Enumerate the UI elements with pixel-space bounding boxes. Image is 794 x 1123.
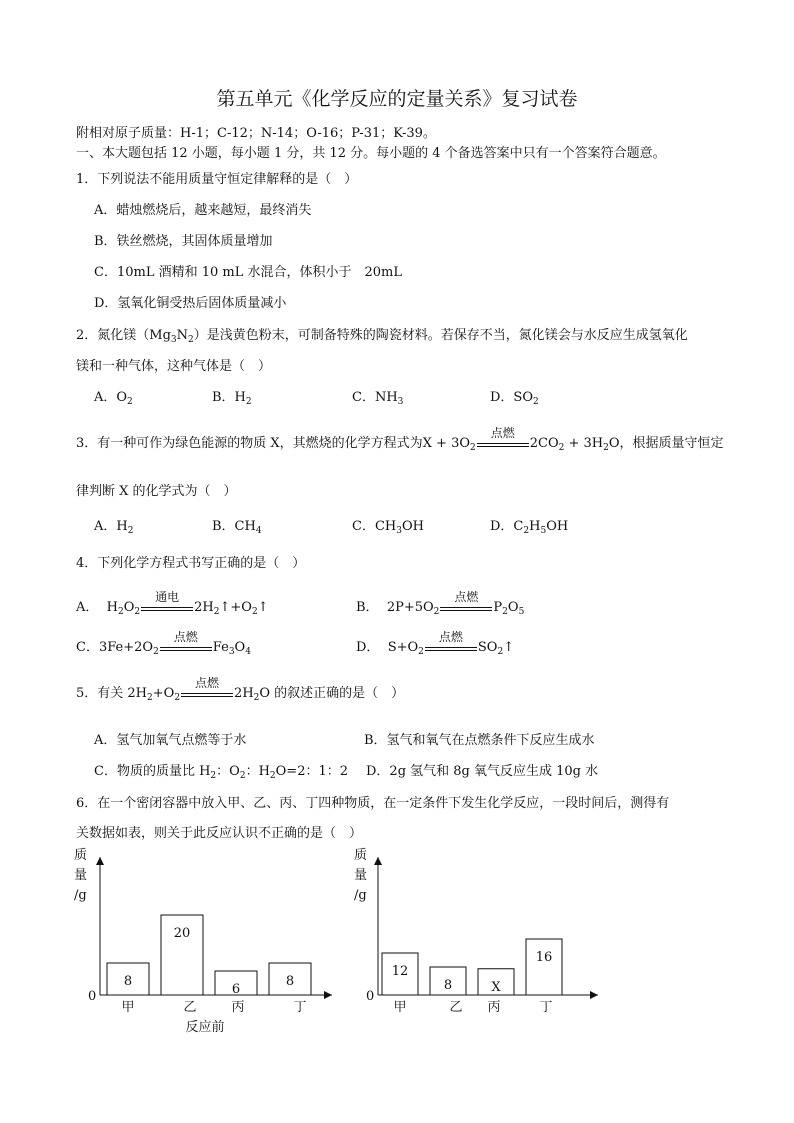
question-4-option-c: C．$3Fe+2O_2$ 点燃 $Fe_3O_4$	[76, 629, 251, 657]
y-axis-label: /g	[354, 888, 367, 903]
equation: $X + 3O_2$ 点燃 $2CO_2 + 3H_2O$	[422, 425, 620, 453]
question-3-option-c: C．$CH_3OH$	[352, 519, 424, 536]
origin-label: 0	[366, 989, 375, 1004]
question-2-stem: 2．氮化镁$(Mg_3N_2)$是浅黄色粉末，可制备特殊的陶瓷材料。若保存不当，氮化镁会与水反应生成氢氧化	[76, 328, 688, 345]
chart-after	[350, 845, 610, 1044]
y-axis-label: /g	[74, 888, 87, 903]
bar-value-label: 16	[535, 950, 553, 965]
question-5-option-b: B．氢气和氧气在点燃条件下反应生成水	[364, 733, 595, 748]
x-axis-label: 反应前	[185, 1020, 225, 1035]
question-2-stem-line2: 镁和一种气体，这种气体是（ ）	[76, 359, 272, 374]
question-4-option-d: D． $S+O_2$ 点燃 $SO_2↑$	[356, 629, 515, 657]
question-4-stem: 4．下列化学方程式书写正确的是（ ）	[76, 556, 306, 571]
question-5-option-d: D．2g 氢气和 8g 氧气反应生成 10g 水	[366, 764, 599, 779]
category-label: 丙	[231, 1000, 245, 1015]
category-label: 乙	[183, 1000, 197, 1015]
question-6-stem-line2: 关数据如表，则关于此反应认识不正确的是（ ）	[76, 826, 363, 841]
category-label: 甲	[393, 1000, 407, 1015]
question-1-option-c: C．10mL 酒精和 10 mL 水混合，体积小于 20mL	[94, 265, 402, 280]
bar-value-label: 8	[285, 974, 295, 989]
x-axis-arrow	[324, 991, 332, 999]
question-2-option-d: D．$SO_2$	[490, 390, 539, 407]
question-6-stem: 6．在一个密闭容器中放入甲、乙、丙、丁四种物质，在一定条件下发生化学反应，一段时间后，测得有	[76, 796, 670, 811]
y-axis-label: 量	[354, 868, 368, 883]
question-2-option-b: B．$H_2$	[212, 390, 252, 407]
y-axis-arrow	[96, 857, 104, 865]
question-3-option-b: B．$CH_4$	[212, 519, 262, 536]
category-label: 丁	[539, 1000, 553, 1015]
bar-value-label: 12	[391, 964, 409, 979]
bar	[526, 939, 562, 995]
atomic-masses: 附相对原子质量：H-1；C-12；N-14；O-16；P-31；K-39。	[76, 126, 436, 141]
section-1-instructions: 一、本大题包括 12 小题，每小题 1 分，共 12 分。每小题的 4 个备选答案中只有一个答案符合题意。	[76, 146, 666, 161]
question-5-option-c: C．物质的质量比 $H_2$：$O_2$：$H_2O=2$：1：2	[94, 764, 349, 781]
question-2-option-a: A．$O_2$	[94, 390, 133, 407]
question-4-option-b: B． $2P+5O_2$ 点燃 $P_2O_5$	[356, 589, 525, 617]
origin-label: 0	[88, 989, 97, 1004]
page-title: 第五单元《化学反应的定量关系》复习试卷	[216, 88, 578, 110]
x-axis-arrow	[590, 991, 598, 999]
question-5-stem: 5．有关 $2H_2+O_2$ 点燃 $2H_2O$ 的叙述正确的是（ ）	[76, 675, 405, 703]
question-5-option-a: A．氢气加氧气点燃等于水	[94, 733, 247, 748]
question-4-option-a: A． $H_2O_2$ 通电 $2H_2↑+O_2↑$	[76, 589, 269, 617]
question-1-option-b: B．铁丝燃烧，其固体质量增加	[94, 234, 273, 249]
y-axis-label: 质	[74, 848, 88, 863]
y-axis-label: 量	[74, 868, 88, 883]
question-1-option-d: D．氢氧化铜受热后固体质量减小	[94, 296, 287, 311]
question-3-option-d: D．$C_2H_5OH$	[490, 519, 569, 536]
bar-value-label: 8	[443, 978, 453, 993]
category-label: 乙	[449, 1000, 463, 1015]
question-3-stem: 3．有一种可作为绿色能源的物质 X，其燃烧的化学方程式为$X + 3O_2$ 点燃 $2CO_2 + 3H_2O$，根据质量守恒定	[76, 425, 724, 453]
chart-after-svg	[350, 845, 610, 1040]
question-3-option-a: A．$H_2$	[94, 519, 134, 536]
y-axis-arrow	[374, 857, 382, 865]
chart-before-svg	[70, 845, 340, 1040]
bar-value-label: X	[491, 979, 501, 995]
category-label: 丙	[487, 1000, 501, 1015]
bar-value-label: 6	[231, 982, 241, 997]
question-1-stem: 1．下列说法不能用质量守恒定律解释的是（ ）	[76, 172, 358, 187]
chart-before	[70, 845, 340, 1044]
question-3-stem-line2: 律判断 X 的化学式为（ ）	[76, 484, 237, 499]
category-label: 丁	[293, 1000, 307, 1015]
y-axis-label: 质	[354, 848, 368, 863]
question-2-option-c: C．$NH_3$	[352, 390, 404, 407]
bar-value-label: 20	[173, 926, 191, 941]
bar-value-label: 8	[123, 974, 133, 989]
category-label: 甲	[121, 1000, 135, 1015]
question-1-option-a: A．蜡烛燃烧后，越来越短，最终消失	[94, 203, 312, 218]
equation-arrow: 点燃	[477, 437, 529, 451]
